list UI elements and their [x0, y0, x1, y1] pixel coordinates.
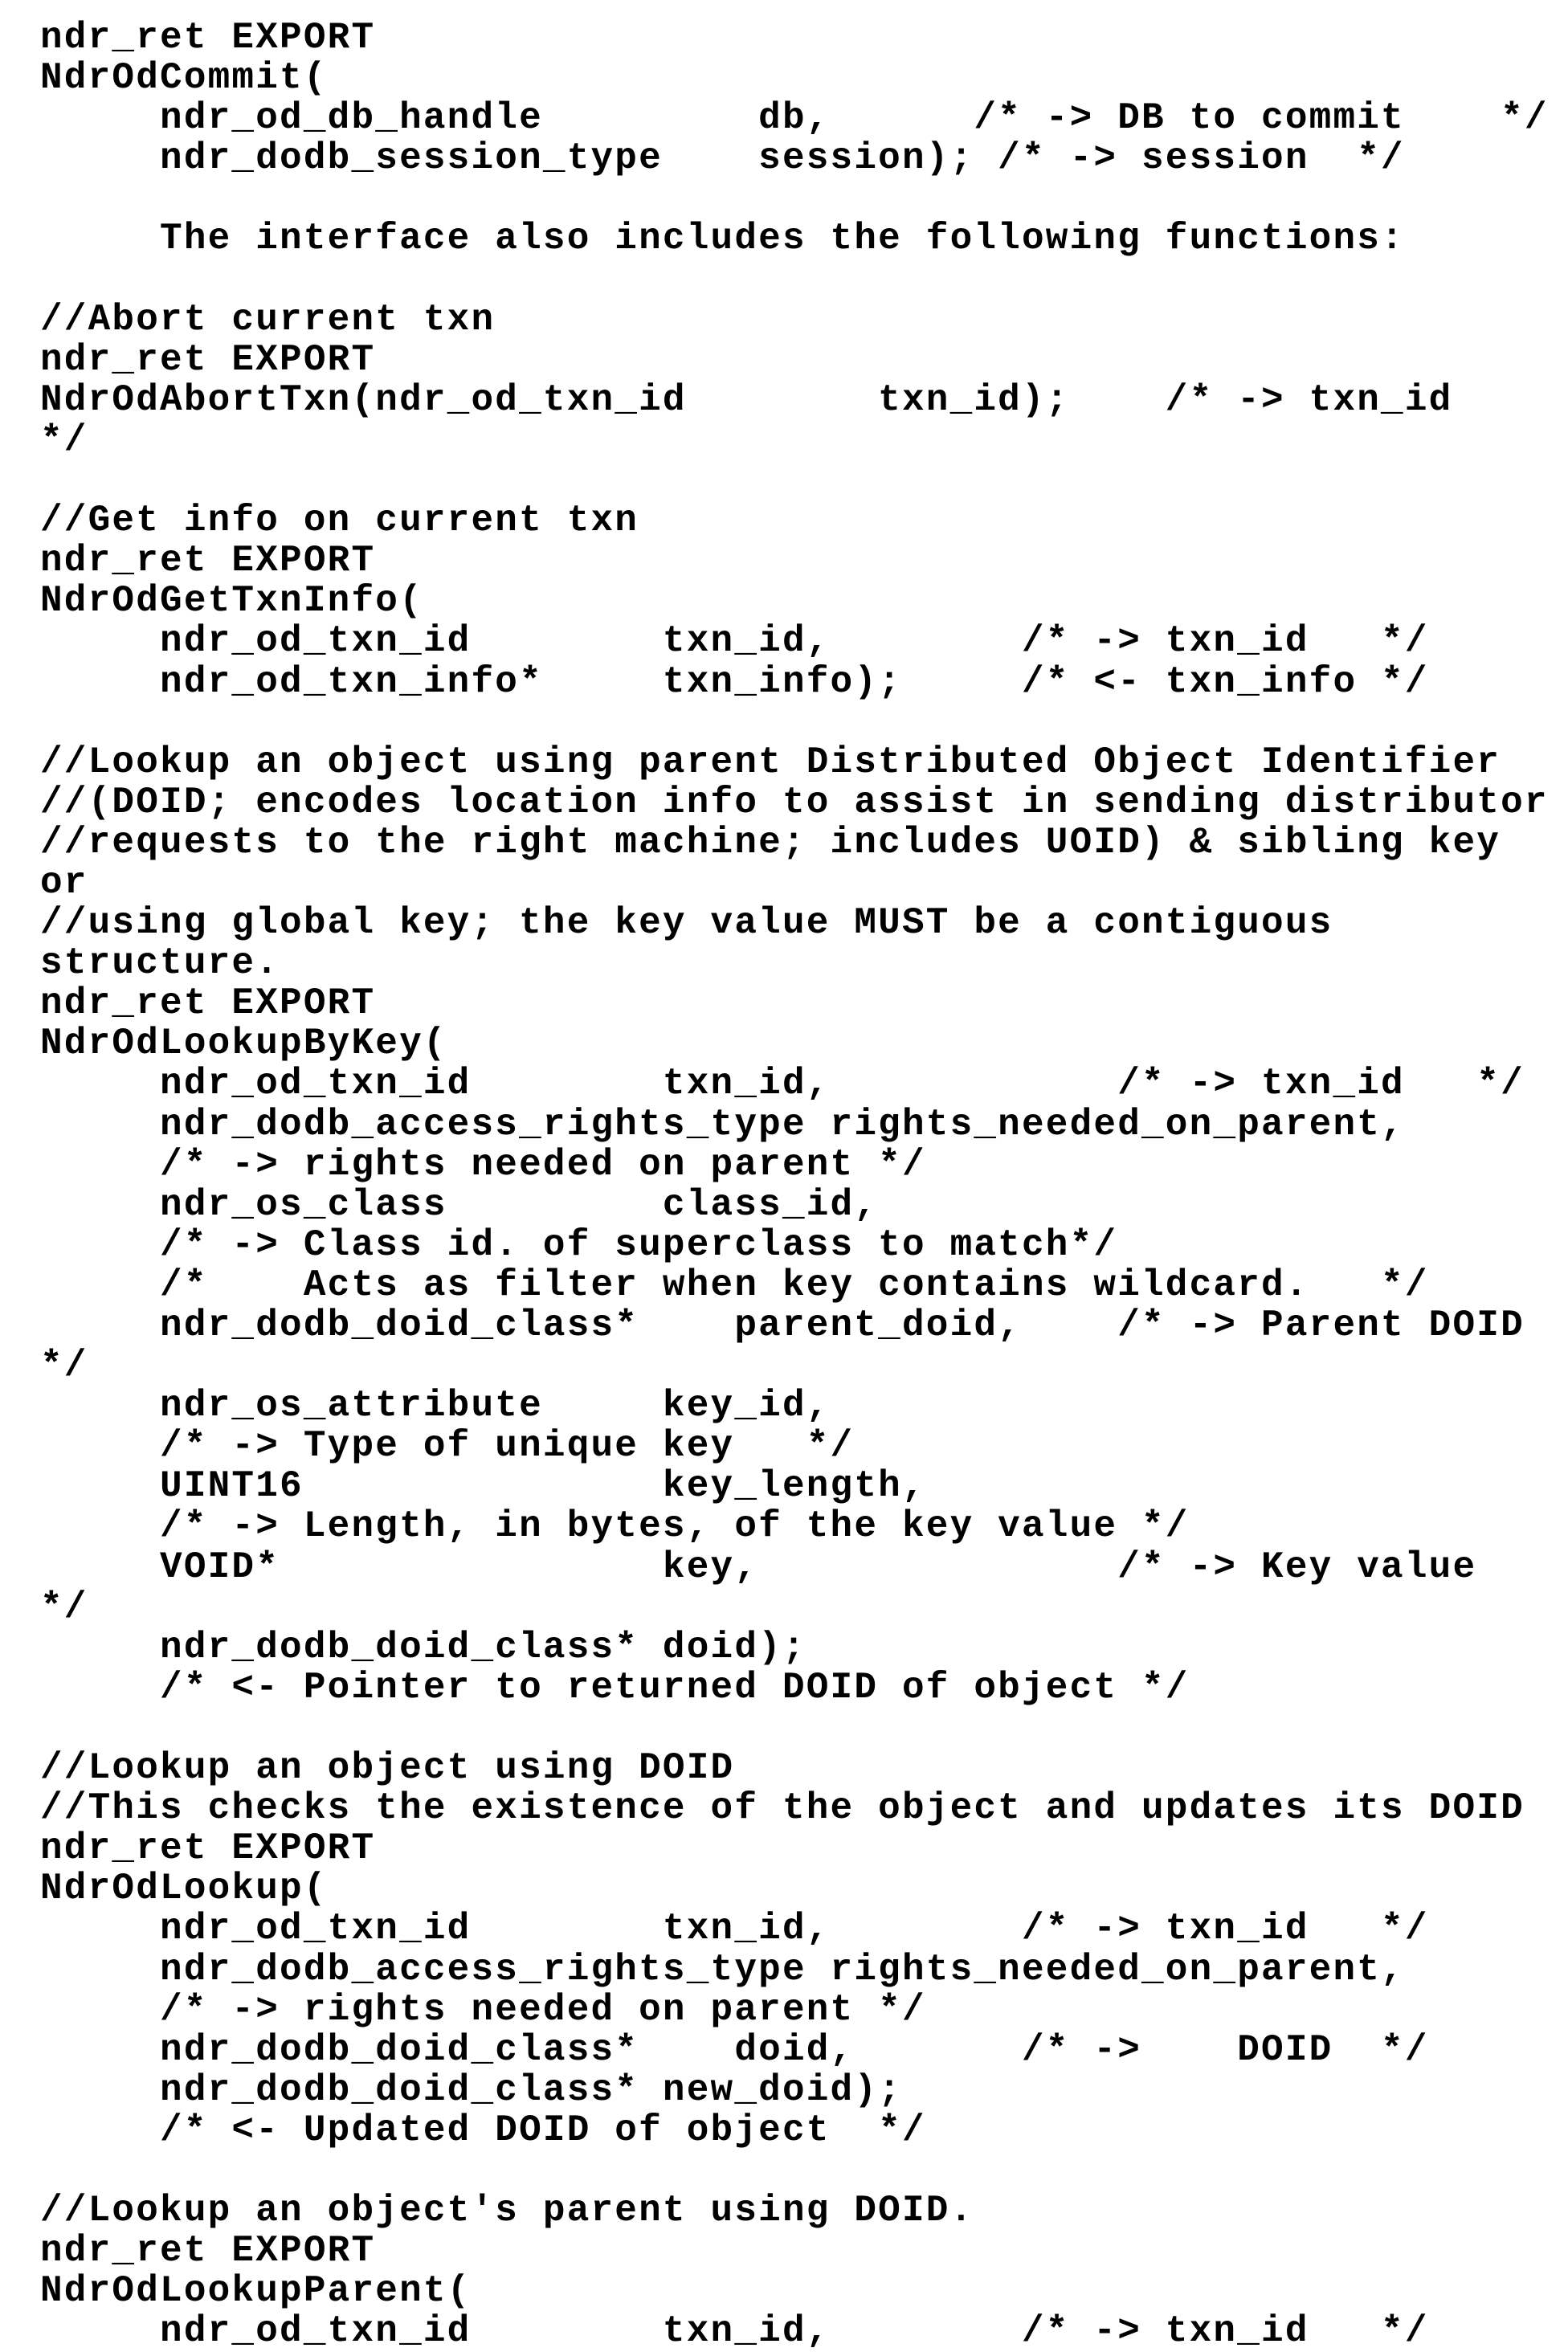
code-line: ndr_os_class class_id,	[40, 1185, 1549, 1225]
code-line: NdrOdCommit(	[40, 58, 1549, 98]
code-line: */	[40, 420, 1549, 460]
code-line: //requests to the right machine; includes UOID) & sibling key	[40, 823, 1549, 863]
code-line: //Lookup an object using parent Distributed Object Identifier	[40, 742, 1549, 782]
code-line: ndr_od_txn_info* txn_info); /* <- txn_info */	[40, 662, 1549, 702]
code-line: ndr_ret EXPORT	[40, 541, 1549, 581]
code-line: NdrOdLookup(	[40, 1868, 1549, 1909]
code-line: NdrOdAbortTxn(ndr_od_txn_id txn_id); /* -> txn_id	[40, 380, 1549, 420]
code-line: */	[40, 1587, 1549, 1627]
code-line: //This checks the existence of the object and updates its DOID	[40, 1788, 1549, 1828]
code-line	[40, 460, 1549, 500]
code-line	[40, 259, 1549, 300]
code-line: //Lookup an object using DOID	[40, 1748, 1549, 1788]
code-line: ndr_od_txn_id txn_id, /* -> txn_id */	[40, 621, 1549, 661]
code-line: ndr_dodb_access_rights_type rights_needed_on_parent,	[40, 1105, 1549, 1145]
code-line: NdrOdLookupByKey(	[40, 1023, 1549, 1064]
code-line: ndr_ret EXPORT	[40, 1828, 1549, 1868]
code-line: /* -> Length, in bytes, of the key value */	[40, 1506, 1549, 1546]
code-line: ndr_ret EXPORT	[40, 983, 1549, 1023]
code-line: ndr_dodb_access_rights_type rights_needed_on_parent,	[40, 1950, 1549, 1990]
code-line	[40, 1708, 1549, 1748]
code-line: /* <- Pointer to returned DOID of object */	[40, 1668, 1549, 1708]
code-line: The interface also includes the following functions:	[40, 218, 1549, 259]
code-line: ndr_od_txn_id txn_id, /* -> txn_id */	[40, 1909, 1549, 1949]
code-listing	[40, 18, 1549, 2351]
code-line	[40, 178, 1549, 218]
code-line: /* -> Type of unique key */	[40, 1426, 1549, 1466]
code-line: ndr_os_attribute key_id,	[40, 1386, 1549, 1426]
code-line: ndr_od_txn_id txn_id, /* -> txn_id */	[40, 2311, 1549, 2351]
code-line: ndr_dodb_doid_class* doid);	[40, 1627, 1549, 1668]
code-line: structure.	[40, 943, 1549, 983]
code-line: ndr_od_db_handle db, /* -> DB to commit */	[40, 98, 1549, 138]
code-line: ndr_ret EXPORT	[40, 2231, 1549, 2271]
code-line: //Get info on current txn	[40, 500, 1549, 541]
code-line: //using global key; the key value MUST be a contiguous	[40, 903, 1549, 943]
code-line: UINT16 key_length,	[40, 1466, 1549, 1506]
code-line: ndr_dodb_doid_class* doid, /* -> DOID */	[40, 2030, 1549, 2070]
code-line: /* -> rights needed on parent */	[40, 1145, 1549, 1185]
code-line: NdrOdLookupParent(	[40, 2271, 1549, 2311]
code-line: /* <- Updated DOID of object */	[40, 2110, 1549, 2150]
code-line: ndr_dodb_doid_class* new_doid);	[40, 2070, 1549, 2110]
code-line: /* -> Class id. of superclass to match*/	[40, 1225, 1549, 1265]
code-line: //Lookup an object's parent using DOID.	[40, 2191, 1549, 2231]
code-line: /* Acts as filter when key contains wildcard. */	[40, 1265, 1549, 1305]
code-line: //Abort current txn	[40, 300, 1549, 340]
code-line: NdrOdGetTxnInfo(	[40, 581, 1549, 621]
code-line: ndr_dodb_doid_class* parent_doid, /* -> Parent DOID	[40, 1305, 1549, 1345]
code-line: ndr_ret EXPORT	[40, 340, 1549, 380]
code-line: ndr_dodb_session_type session); /* -> session */	[40, 138, 1549, 178]
code-line	[40, 2150, 1549, 2191]
code-line: /* -> rights needed on parent */	[40, 1990, 1549, 2030]
code-line: ndr_ret EXPORT	[40, 18, 1549, 58]
code-line: VOID* key, /* -> Key value	[40, 1547, 1549, 1587]
code-line: //(DOID; encodes location info to assist in sending distributor	[40, 782, 1549, 823]
code-line: ndr_od_txn_id txn_id, /* -> txn_id */	[40, 1064, 1549, 1104]
code-line: */	[40, 1345, 1549, 1386]
code-line	[40, 702, 1549, 742]
code-line: or	[40, 863, 1549, 903]
